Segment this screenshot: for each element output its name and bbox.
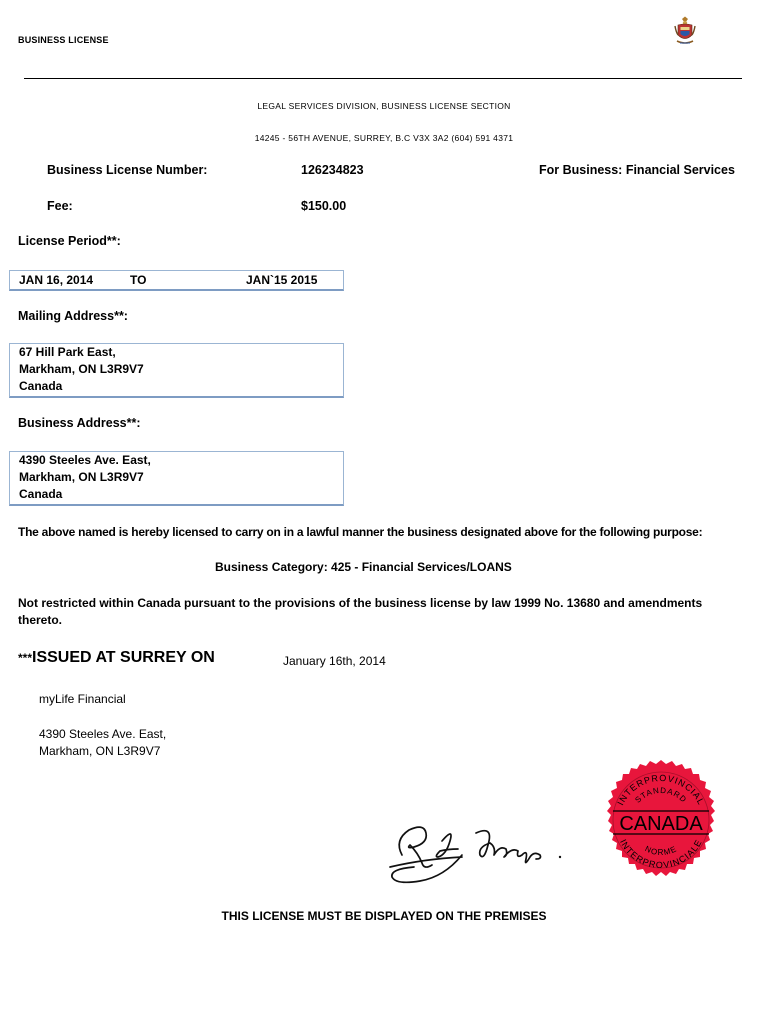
- seal-ring-mid: STANDARD: [633, 785, 689, 805]
- licensee-address-line-1: 4390 Steeles Ave. East,: [39, 727, 167, 741]
- issued-heading: [18, 649, 215, 667]
- mailing-address-label: Mailing Address**:: [18, 309, 128, 323]
- period-start: JAN 16, 2014: [19, 273, 94, 287]
- purpose-statement: The above named is hereby licensed to carry on in a lawful manner the business designated above for the following purpose:: [18, 525, 703, 539]
- restriction-statement: Not restricted within Canada pursuant to the provisions of the business license by law 1999 No. 13680 and amendments thereto.: [18, 596, 703, 627]
- license-period-label: License Period**:: [18, 234, 121, 248]
- canada-standard-seal: [596, 758, 726, 888]
- seal-center-text: CANADA: [619, 813, 703, 835]
- document-title: BUSINESS LICENSE: [18, 35, 109, 45]
- mailing-line-1: 67 Hill Park East,: [19, 345, 116, 359]
- license-number-value: 126234823: [301, 163, 364, 177]
- issued-stars: ***: [18, 651, 33, 665]
- business-category: Business Category: 425 - Financial Services/LOANS: [215, 560, 512, 574]
- issued-label: ISSUED AT SURREY ON: [32, 649, 215, 666]
- licensee-address-line-2: Markham, ON L3R9V7: [39, 744, 161, 758]
- issued-date: January 16th, 2014: [283, 654, 386, 668]
- license-period-box: [9, 270, 344, 291]
- business-address-line-2: Markham, ON L3R9V7: [19, 470, 144, 484]
- signature: [384, 815, 568, 891]
- fee-value: $150.00: [301, 199, 347, 213]
- business-address-box: [9, 451, 344, 506]
- mailing-address-box: [9, 343, 344, 398]
- coat-of-arms-icon: [673, 16, 697, 48]
- business-address-label: Business Address**:: [18, 416, 141, 430]
- display-notice: THIS LICENSE MUST BE DISPLAYED ON THE PREMISES: [221, 909, 547, 923]
- business-address-line-3: Canada: [19, 487, 63, 501]
- mailing-line-3: Canada: [19, 379, 63, 393]
- license-number-label: Business License Number:: [47, 163, 208, 177]
- business-address-line-1: 4390 Steeles Ave. East,: [19, 453, 151, 467]
- seal-ring-norme: NORME: [643, 844, 679, 857]
- licensee-name: myLife Financial: [39, 692, 126, 706]
- header-divider: [24, 78, 742, 79]
- business-type: For Business: Financial Services: [539, 163, 735, 177]
- office-address: 14245 - 56TH AVENUE, SURREY, B.C V3X 3A2 (604) 591 4371: [254, 133, 514, 143]
- period-end: JAN`15 2015: [246, 273, 318, 287]
- seal-ring-bottom: INTERPROVINCIALE: [618, 837, 705, 871]
- seal-ring-top: INTERPROVINCIAL: [615, 772, 707, 807]
- division-heading: LEGAL SERVICES DIVISION, BUSINESS LICENSE SECTION: [257, 101, 511, 111]
- period-to: TO: [130, 273, 147, 287]
- mailing-line-2: Markham, ON L3R9V7: [19, 362, 144, 376]
- fee-label: Fee:: [47, 199, 73, 213]
